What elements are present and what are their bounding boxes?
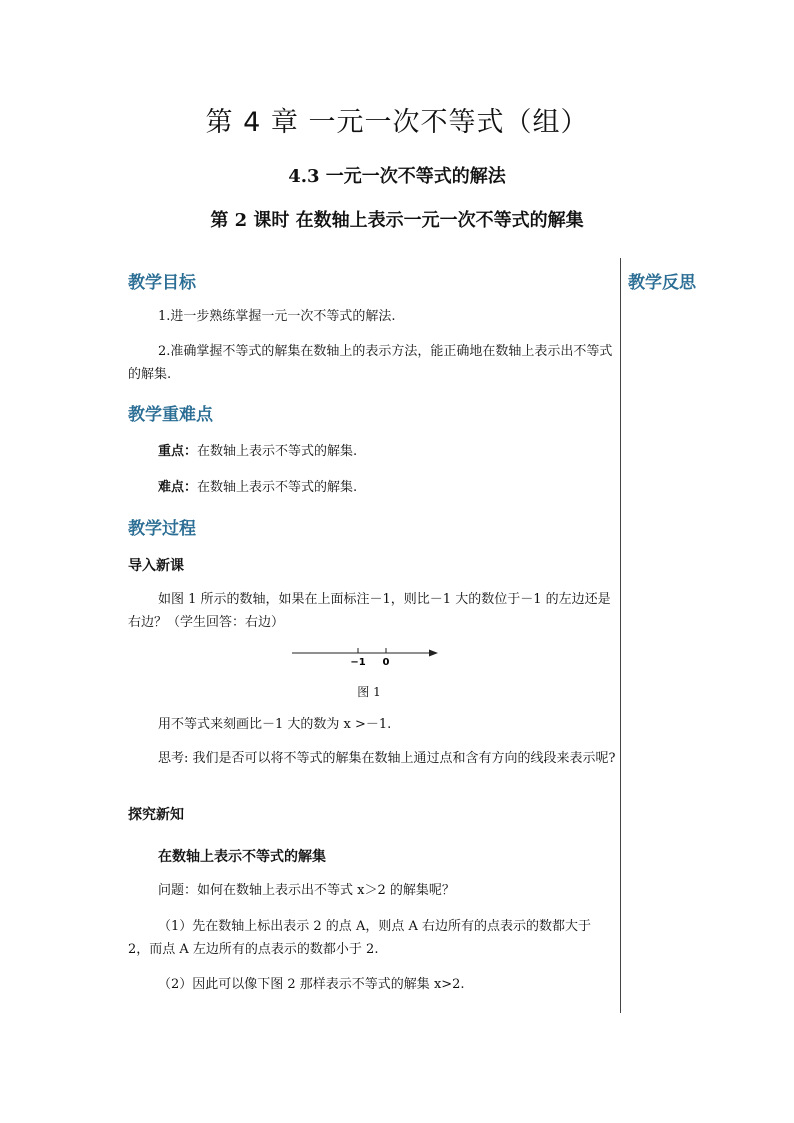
section-title: 4.3 一元一次不等式的解法 [288, 166, 506, 187]
chapter-title: 第 4 章 一元一次不等式（组） [205, 107, 589, 138]
focus-text: 在数轴上表示不等式的解集. [197, 444, 358, 459]
process-heading: 教学过程 [128, 519, 196, 539]
tick-label-minus-1: −1 [350, 657, 366, 668]
objective-item-1: 1.进一步熟练掌握一元一次不等式的解法. [158, 309, 396, 324]
step-2-paragraph: （2）因此可以像下图 2 那样表示不等式的解集 x>2. [158, 977, 465, 992]
objective-item-2: 2.准确掌握不等式的解集在数轴上的表示方法，能正确地在数轴上表示出不等式的解集. [128, 344, 613, 382]
difficulty-line [158, 476, 616, 499]
lesson-title: 第 2 课时 在数轴上表示一元一次不等式的解集 [210, 210, 584, 231]
objectives-heading: 教学目标 [128, 273, 196, 293]
reflection-heading: 教学反思 [628, 273, 696, 293]
focus-label: 重点： [158, 444, 198, 459]
figure-1-caption: 图 1 [357, 685, 381, 699]
intro-heading: 导入新课 [128, 558, 184, 574]
explore-heading: 探究新知 [128, 807, 184, 823]
tick-label-zero: 0 [382, 657, 390, 668]
inequality-line: 用不等式来刻画比－1 大的数为 x >－1. [158, 717, 392, 732]
difficulty-label: 难点： [158, 480, 198, 495]
step-1-paragraph: （1）先在数轴上标出表示 2 的点 A，则点 A 右边所有的点表示的数都大于 2，而点 A 左边所有的点表示的数都小于 2. [128, 919, 591, 957]
key-points-heading: 教学重难点 [128, 405, 213, 425]
think-paragraph: 思考: 我们是否可以将不等式的解集在数轴上通过点和含有方向的线段来表示呢? [158, 751, 616, 766]
question-line: 问题：如何在数轴上表示出不等式 x＞2 的解集呢？ [158, 883, 455, 898]
intro-paragraph: 如图 1 所示的数轴，如果在上面标注－1，则比－1 大的数位于－1 的左边还是右边？（学生回答：右边） [128, 592, 611, 630]
number-line-arrow [429, 650, 438, 657]
number-line-figure-1 [290, 644, 440, 670]
focus-line [158, 440, 616, 463]
explore-subheading: 在数轴上表示不等式的解集 [158, 849, 326, 865]
difficulty-text: 在数轴上表示不等式的解集. [197, 480, 358, 495]
sidebar-divider [620, 258, 621, 1013]
